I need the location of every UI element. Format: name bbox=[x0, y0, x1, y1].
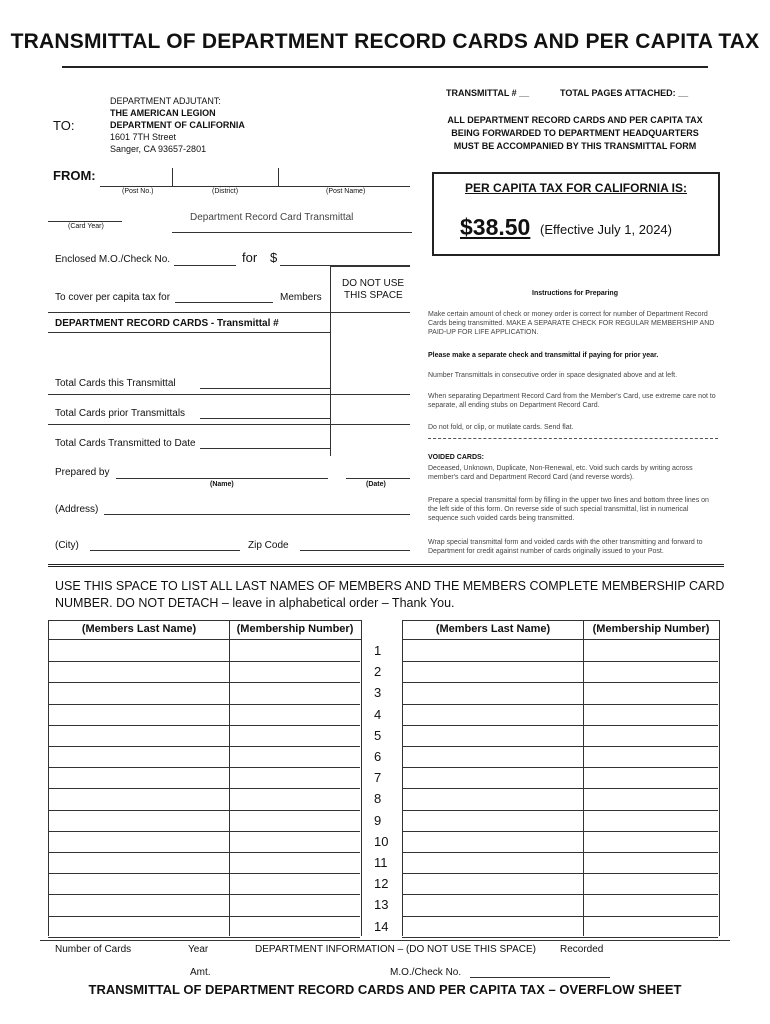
notice-line3: MUST BE ACCOMPANIED BY THIS TRANSMITTAL FORM bbox=[453, 141, 697, 151]
row-number: 4 bbox=[374, 706, 382, 722]
left-col-last-name: (Members Last Name) bbox=[81, 623, 197, 635]
right-last-name-cell[interactable] bbox=[402, 682, 582, 703]
record-card-transmittal-line[interactable] bbox=[172, 232, 412, 233]
left-membership-cell[interactable] bbox=[229, 873, 360, 894]
to-line5: Sanger, CA 93657-2801 bbox=[110, 144, 207, 154]
right-membership-cell[interactable] bbox=[583, 894, 718, 915]
dollar-label: $ bbox=[270, 250, 278, 265]
right-membership-cell[interactable] bbox=[583, 746, 718, 767]
left-membership-cell[interactable] bbox=[229, 746, 360, 767]
total-date-field[interactable] bbox=[200, 448, 330, 449]
left-last-name-cell[interactable] bbox=[48, 640, 228, 661]
name-caption: (Name) bbox=[210, 481, 234, 488]
instruction-divider bbox=[428, 438, 718, 439]
left-membership-cell[interactable] bbox=[229, 788, 360, 809]
record-card-transmittal-label: Department Record Card Transmittal bbox=[190, 212, 354, 223]
amt-label: Amt. bbox=[190, 967, 211, 978]
row-number: 9 bbox=[374, 812, 382, 828]
for-label: for bbox=[242, 250, 258, 265]
right-membership-cell[interactable] bbox=[583, 704, 718, 725]
right-membership-cell[interactable] bbox=[583, 788, 718, 809]
notice-line1: ALL DEPARTMENT RECORD CARDS AND PER CAPITA TAX bbox=[447, 115, 703, 125]
left-last-name-cell[interactable] bbox=[48, 704, 228, 725]
to-label: TO: bbox=[53, 118, 75, 133]
from-label: FROM: bbox=[53, 168, 96, 183]
instruction-1: Make certain amount of check or money order is correct for number of Department Record Cards being transmitted. MAKE A SEPARATE CHECK FOR REGULAR MEMBERSHIP AND PAID-UP FOR LIFE APPLICATION. bbox=[428, 311, 715, 336]
total-this-field[interactable] bbox=[200, 388, 330, 389]
notice-line2: BEING FORWARDED TO DEPARTMENT HEADQUARTERS bbox=[451, 128, 699, 138]
do-not-use-label: DO NOT USE bbox=[342, 278, 405, 289]
instruction-2: Please make a separate check and transmittal if paying for prior year. bbox=[428, 352, 659, 359]
right-last-name-cell[interactable] bbox=[402, 810, 582, 831]
right-last-name-cell[interactable] bbox=[402, 873, 582, 894]
left-membership-cell[interactable] bbox=[229, 725, 360, 746]
card-year-line[interactable] bbox=[48, 221, 122, 222]
footer-top-line bbox=[40, 940, 730, 941]
row-number: 7 bbox=[374, 770, 382, 786]
prepared-by-field[interactable] bbox=[116, 478, 328, 479]
right-last-name-cell[interactable] bbox=[402, 831, 582, 852]
total-this-label: Total Cards this Transmittal bbox=[55, 378, 176, 389]
date-caption: (Date) bbox=[366, 481, 386, 488]
do-not-use-top bbox=[330, 266, 410, 267]
enclosed-check-label: Enclosed M.O./Check No. bbox=[55, 254, 171, 265]
zip-label: Zip Code bbox=[248, 540, 289, 551]
right-last-name-cell[interactable] bbox=[402, 725, 582, 746]
post-name-label: (Post Name) bbox=[326, 188, 366, 195]
mo-check-field[interactable] bbox=[470, 977, 610, 978]
left-membership-cell[interactable] bbox=[229, 661, 360, 682]
voided-heading: VOIDED CARDS: bbox=[428, 454, 485, 461]
members-count-field[interactable] bbox=[175, 302, 273, 303]
right-membership-cell[interactable] bbox=[583, 831, 718, 852]
left-membership-cell[interactable] bbox=[229, 831, 360, 852]
right-membership-cell[interactable] bbox=[583, 640, 718, 661]
record-cards-heading: DEPARTMENT RECORD CARDS - Transmittal # bbox=[55, 318, 279, 329]
address-field[interactable] bbox=[104, 514, 410, 515]
do-not-use-divider bbox=[330, 266, 331, 456]
to-line3: DEPARTMENT OF CALIFORNIA bbox=[110, 120, 245, 130]
right-last-name-cell[interactable] bbox=[402, 788, 582, 809]
instruction-7: Prepare a special transmittal form by filling in the upper two lines and bottom three lines on the left side of this form. On reverse side of such special transmittal, list in numerical sequence such voided cards being transmitted. bbox=[428, 497, 709, 522]
right-last-name-cell[interactable] bbox=[402, 916, 582, 937]
city-field[interactable] bbox=[90, 550, 240, 551]
row-number: 2 bbox=[374, 664, 382, 680]
to-line1: DEPARTMENT ADJUTANT: bbox=[110, 96, 221, 106]
right-table-top bbox=[403, 620, 719, 621]
left-membership-cell[interactable] bbox=[229, 852, 360, 873]
total-pages-attached[interactable]: TOTAL PAGES ATTACHED: __ bbox=[560, 88, 689, 98]
record-cards-top-line bbox=[48, 312, 410, 313]
right-membership-cell[interactable] bbox=[583, 852, 718, 873]
separator-1 bbox=[48, 394, 410, 395]
left-last-name-cell[interactable] bbox=[48, 682, 228, 703]
this-space-label: THIS SPACE bbox=[344, 290, 403, 301]
left-membership-cell[interactable] bbox=[229, 682, 360, 703]
right-membership-cell[interactable] bbox=[583, 661, 718, 682]
list-instruction: USE THIS SPACE TO LIST ALL LAST NAMES OF MEMBERS AND THE MEMBERS COMPLETE MEMBERSHIP CARD NUMBER. DO NOT DETACH – leave in alphabetical order – Thank You. bbox=[55, 579, 725, 610]
tax-box bbox=[432, 172, 720, 256]
row-number: 6 bbox=[374, 749, 382, 764]
year-label: Year bbox=[188, 944, 209, 955]
right-membership-cell[interactable] bbox=[583, 682, 718, 703]
total-prior-label: Total Cards prior Transmittals bbox=[55, 408, 186, 419]
left-row-line bbox=[48, 937, 360, 938]
check-number-field[interactable] bbox=[174, 265, 236, 266]
row-number: 5 bbox=[374, 727, 382, 743]
right-last-name-cell[interactable] bbox=[402, 894, 582, 915]
left-last-name-cell[interactable] bbox=[48, 725, 228, 746]
total-date-label: Total Cards Transmitted to Date bbox=[55, 438, 196, 449]
right-col-last-name: (Members Last Name) bbox=[435, 623, 551, 635]
right-last-name-cell[interactable] bbox=[402, 640, 582, 661]
members-label: Members bbox=[280, 292, 322, 303]
from-divider-1 bbox=[172, 168, 173, 186]
left-last-name-cell[interactable] bbox=[48, 916, 228, 937]
left-last-name-cell[interactable] bbox=[48, 746, 228, 767]
title-underline bbox=[62, 66, 708, 68]
left-membership-cell[interactable] bbox=[229, 894, 360, 915]
tax-effective-date: (Effective July 1, 2024) bbox=[540, 222, 672, 237]
right-last-name-cell[interactable] bbox=[402, 767, 582, 788]
left-last-name-cell[interactable] bbox=[48, 788, 228, 809]
record-cards-bottom-line bbox=[48, 332, 330, 333]
district-label: (District) bbox=[212, 188, 239, 195]
row-number: 11 bbox=[374, 855, 388, 870]
row-number: 12 bbox=[374, 876, 389, 892]
right-membership-cell[interactable] bbox=[583, 873, 718, 894]
row-number: 10 bbox=[374, 833, 389, 849]
cover-tax-label: To cover per capita tax for bbox=[55, 292, 171, 303]
to-line2: THE AMERICAN LEGION bbox=[110, 108, 216, 118]
left-membership-cell[interactable] bbox=[229, 810, 360, 831]
right-last-name-cell[interactable] bbox=[402, 852, 582, 873]
left-col-membership: (Membership Number) bbox=[236, 623, 354, 635]
page-title: TRANSMITTAL OF DEPARTMENT RECORD CARDS AND PER CAPITA TAX bbox=[10, 30, 760, 53]
right-last-name-cell[interactable] bbox=[402, 661, 582, 682]
left-last-name-cell[interactable] bbox=[48, 767, 228, 788]
instruction-4: When separating Department Record Card from the Member's Card, use extreme care not to separate, all ending stubs on Department Record Card. bbox=[428, 393, 716, 409]
left-last-name-cell[interactable] bbox=[48, 894, 228, 915]
instruction-5: Do not fold, or clip, or mutilate cards. Send flat. bbox=[428, 424, 574, 431]
row-number: 8 bbox=[374, 791, 382, 807]
city-label: (City) bbox=[55, 540, 79, 551]
instruction-3: Number Transmittals in consecutive order in space designated above and at left. bbox=[428, 372, 678, 379]
mo-check-label: M.O./Check No. bbox=[390, 967, 462, 978]
instructions-heading: Instructions for Preparing bbox=[532, 290, 618, 297]
dept-info-label: DEPARTMENT INFORMATION – (DO NOT USE THIS SPACE) bbox=[255, 944, 536, 955]
card-year-label: (Card Year) bbox=[68, 223, 104, 230]
tax-box-heading: PER CAPITA TAX FOR CALIFORNIA IS: bbox=[465, 181, 687, 195]
row-number: 1 bbox=[374, 643, 382, 658]
transmittal-number[interactable]: TRANSMITTAL # __ bbox=[446, 88, 530, 98]
left-last-name-cell[interactable] bbox=[48, 810, 228, 831]
left-last-name-cell[interactable] bbox=[48, 852, 228, 873]
left-last-name-cell[interactable] bbox=[48, 873, 228, 894]
instruction-6: Deceased, Unknown, Duplicate, Non-Renewal, etc. Void such cards by writing across member's card and Department Record Card (and reverse words). bbox=[428, 465, 693, 481]
right-col-membership: (Membership Number) bbox=[592, 623, 710, 635]
section-separator bbox=[48, 564, 724, 567]
to-line4: 1601 7TH Street bbox=[110, 132, 177, 142]
left-last-name-cell[interactable] bbox=[48, 831, 228, 852]
right-last-name-cell[interactable] bbox=[402, 704, 582, 725]
row-number: 13 bbox=[374, 897, 389, 913]
right-membership-cell[interactable] bbox=[583, 725, 718, 746]
row-number: 14 bbox=[374, 918, 389, 934]
left-membership-cell[interactable] bbox=[229, 640, 360, 661]
left-membership-cell[interactable] bbox=[229, 916, 360, 937]
from-line[interactable] bbox=[100, 186, 410, 187]
right-membership-cell[interactable] bbox=[583, 810, 718, 831]
left-membership-cell[interactable] bbox=[229, 767, 360, 788]
number-of-cards-label: Number of Cards bbox=[55, 944, 132, 955]
total-prior-field[interactable] bbox=[200, 418, 330, 419]
overflow-sheet-title: TRANSMITTAL OF DEPARTMENT RECORD CARDS AND PER CAPITA TAX – OVERFLOW SHEET bbox=[88, 982, 682, 997]
recorded-label: Recorded bbox=[560, 944, 604, 955]
zip-field[interactable] bbox=[300, 550, 410, 551]
separator-2 bbox=[48, 424, 410, 425]
address-label: (Address) bbox=[55, 504, 99, 515]
post-no-label: (Post No.) bbox=[122, 188, 154, 195]
right-membership-cell[interactable] bbox=[583, 767, 718, 788]
left-last-name-cell[interactable] bbox=[48, 661, 228, 682]
tax-amount: $38.50 bbox=[460, 214, 531, 240]
left-membership-cell[interactable] bbox=[229, 704, 360, 725]
right-last-name-cell[interactable] bbox=[402, 746, 582, 767]
row-number: 3 bbox=[374, 685, 382, 701]
left-table-top bbox=[49, 620, 361, 621]
right-membership-cell[interactable] bbox=[583, 916, 718, 937]
from-divider-2 bbox=[278, 168, 279, 186]
right-row-line bbox=[402, 937, 718, 938]
prepared-by-label: Prepared by bbox=[55, 467, 110, 478]
instruction-8: Wrap special transmittal form and voided cards with the other transmitting and forward to Department for credit against number of cards originally issued to your Post. bbox=[428, 539, 703, 555]
prepared-date-field[interactable] bbox=[346, 478, 410, 479]
